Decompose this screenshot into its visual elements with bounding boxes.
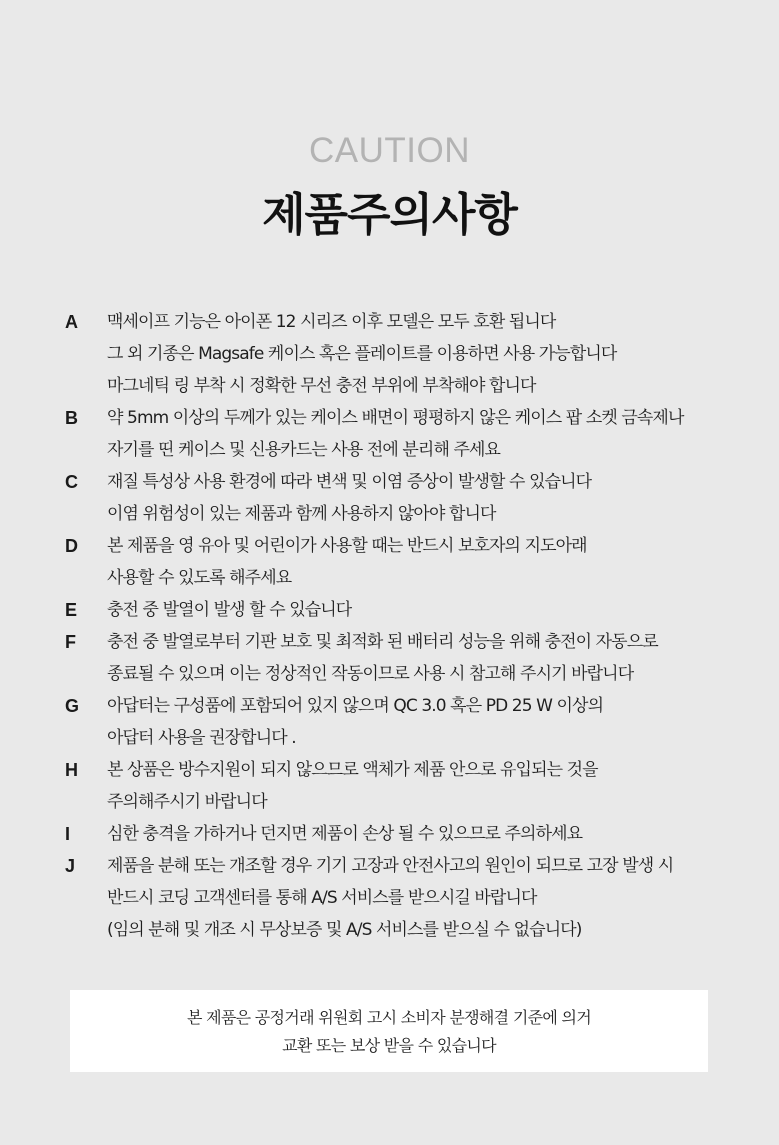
caution-item-e [65,594,745,626]
item-line: 재질 특성상 사용 환경에 따라 변색 및 이염 증상이 발생할 수 있습니다 [107,472,592,492]
item-letter: A [65,312,78,332]
item-line: 사용할 수 있도록 해주세요 [107,568,292,588]
item-letter: C [65,472,78,492]
caution-item-a [65,306,745,402]
item-line: 종료될 수 있으며 이는 정상적인 작동이므로 사용 시 참고해 주시기 바랍니다 [107,664,634,684]
item-letter: F [65,632,76,652]
item-line: 반드시 코딩 고객센터를 통해 A/S 서비스를 받으시길 바랍니다 [107,888,537,908]
item-letter: I [65,824,71,844]
item-line: (임의 분해 및 개조 시 무상보증 및 A/S 서비스를 받으실 수 없습니다) [107,920,582,940]
item-line: 아답터는 구성품에 포함되어 있지 않으며 QC 3.0 혹은 PD 25 W 이상의 [107,696,604,716]
caution-item-b [65,402,745,466]
item-line: 본 제품을 영 유아 및 어린이가 사용할 때는 반드시 보호자의 지도아래 [107,536,587,556]
item-line: 아답터 사용을 권장합니다 . [107,728,296,748]
item-line: 제품을 분해 또는 개조할 경우 기기 고장과 안전사고의 원인이 되므로 고장 발생 시 [107,856,674,876]
caution-item-h [65,754,745,818]
item-line: 약 5mm 이상의 두께가 있는 케이스 배면이 평평하지 않은 케이스 팝 소켓 금속제나 [107,408,684,428]
item-letter: J [65,856,76,876]
warranty-notice-box [70,990,708,1072]
item-line: 충전 중 발열로부터 기판 보호 및 최적화 된 배터리 성능을 위해 충전이 자동으로 [107,632,658,652]
notice-line: 본 제품은 공정거래 위원회 고시 소비자 분쟁해결 기준에 의거 [187,1008,591,1027]
item-letter: D [65,536,78,556]
caution-item-g [65,690,745,754]
item-line: 주의해주시기 바랍니다 [107,792,267,812]
caution-item-c [65,466,745,530]
caution-list [65,306,745,946]
caution-item-f [65,626,745,690]
item-line: 그 외 기종은 Magsafe 케이스 혹은 플레이트를 이용하면 사용 가능합니다 [107,344,617,364]
caution-eyebrow: CAUTION [309,131,470,170]
item-line: 마그네틱 링 부착 시 정확한 무선 충전 부위에 부착해야 합니다 [107,376,536,396]
item-line: 이염 위험성이 있는 제품과 함께 사용하지 않아야 합니다 [107,504,496,524]
caution-item-d [65,530,745,594]
item-letter: G [65,696,80,716]
item-letter: H [65,760,78,780]
item-letter: E [65,600,78,620]
page-title: 제품주의사항 [262,188,517,241]
notice-line: 교환 또는 보상 받을 수 있습니다 [282,1036,496,1055]
item-line: 충전 중 발열이 발생 할 수 있습니다 [107,600,352,620]
item-letter: B [65,408,78,428]
item-line: 자기를 띤 케이스 및 신용카드는 사용 전에 분리해 주세요 [107,440,501,460]
item-line: 맥세이프 기능은 아이폰 12 시리즈 이후 모델은 모두 호환 됩니다 [107,312,556,332]
item-line: 본 상품은 방수지원이 되지 않으므로 액체가 제품 안으로 유입되는 것을 [107,760,598,780]
caution-item-j [65,850,745,946]
item-line: 심한 충격을 가하거나 던지면 제품이 손상 될 수 있으므로 주의하세요 [107,824,583,844]
caution-item-i [65,818,745,850]
